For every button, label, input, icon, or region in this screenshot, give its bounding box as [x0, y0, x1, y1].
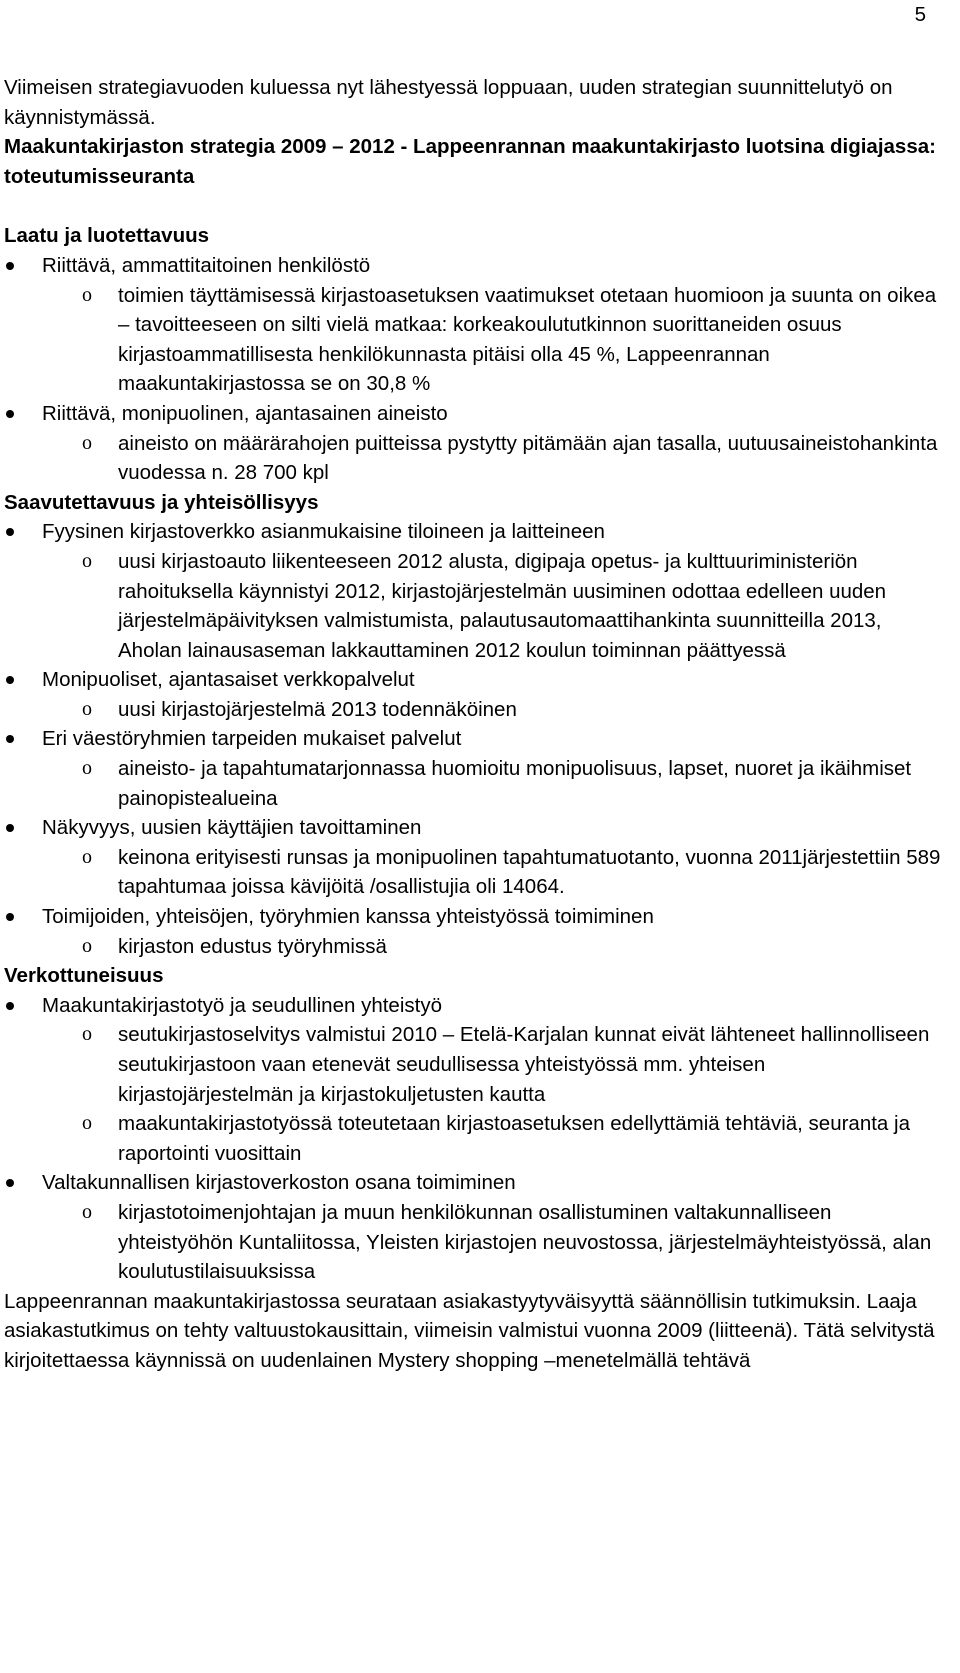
bullet-dot-icon [6, 676, 14, 684]
closing-paragraph: Lappeenrannan maakuntakirjastossa seurataan asiakastyytyväisyyttä säännöllisin tutkimuksin. Laaja asiakastutkimus on tehty valtuustokausittain, viimeisin valmistui vuonna 2009 (liitteenä). Tätä selvitystä kirjoitettaessa käynnissä on uudenlainen Mystery shopping –menetelmällä tehtävä [4, 1289, 935, 1372]
sub-list-item [4, 1109, 944, 1168]
bullet-dot-icon [6, 1002, 14, 1010]
list-item [4, 991, 944, 1021]
circle-bullet-icon: o [82, 431, 92, 454]
document-title: Maakuntakirjaston strategia 2009 – 2012 - Lappeenrannan maakuntakirjasto luotsina digiajassa: toteutumisseuranta [4, 135, 936, 188]
sub-list-item [4, 1020, 944, 1109]
intro-paragraph: Viimeisen strategiavuoden kuluessa nyt lähestyessä loppuaan, uuden strategian suunnittelutyö on käynnistymässä. [4, 76, 893, 129]
bullet-list [4, 517, 944, 961]
sub-list-item-text: seutukirjastoselvitys valmistui 2010 – Etelä-Karjalan kunnat eivät lähteneet hallinnolliseen seutukirjastoon vaan etenevät seudullisessa yhteistyössä mm. yhteisen kirjastojärjestelmän ja kirjastokuljetusten kautta [118, 1023, 930, 1106]
list-item [4, 517, 944, 547]
bullet-dot-icon [6, 1179, 14, 1187]
bullet-dot-icon [6, 262, 14, 270]
circle-bullet-icon: o [82, 697, 92, 720]
sub-list-item-text: kirjastotoimenjohtajan ja muun henkilökunnan osallistuminen valtakunnalliseen yhteistyöhön Kuntaliitossa, Yleisten kirjastojen neuvostossa, järjestelmäyhteistyössä, alan koulutustilaisuuksissa [118, 1200, 932, 1284]
sub-list-item-text: aineisto- ja tapahtumatarjonnassa huomioitu monipuolisuus, lapset, nuoret ja ikäihmiset painopistealueina [118, 757, 912, 810]
sub-list-item-text: toimien täyttämisessä kirjastoasetuksen vaatimukset otetaan huomioon ja suunta on oikea – tavoitteeseen on silti vielä matkaa: korkeakoulututkinnon suorittaneiden osuus kirjastoammatillisesta henkilökunnasta pitäisi olla 45 %, Lappeenrannan maakuntakirjastossa se on 30,8 % [118, 283, 937, 396]
sections-container [4, 221, 944, 1286]
circle-bullet-icon: o [82, 1200, 92, 1223]
list-item-text: Riittävä, monipuolinen, ajantasainen aineisto [42, 401, 448, 425]
sub-list-item [4, 429, 944, 488]
list-item [4, 813, 944, 843]
page-number: 5 [914, 3, 926, 26]
list-item-text: Eri väestöryhmien tarpeiden mukaiset palvelut [42, 727, 462, 751]
sub-list-item [4, 754, 944, 813]
sub-list-item [4, 281, 944, 399]
circle-bullet-icon: o [82, 1023, 92, 1046]
list-item-text: Monipuoliset, ajantasaiset verkkopalvelut [42, 668, 415, 692]
list-item-text: Fyysinen kirjastoverkko asianmukaisine tiloineen ja laitteineen [42, 520, 605, 544]
sub-list-item-text: keinona erityisesti runsas ja monipuolinen tapahtumatuotanto, vuonna 2011järjestettiin 589 tapahtumaa joissa kävijöitä /osallistujia oli 14064. [118, 845, 941, 899]
list-item-text: Toimijoiden, yhteisöjen, työryhmien kanssa yhteistyössä toimiminen [42, 905, 654, 929]
list-item [4, 399, 944, 429]
list-item [4, 665, 944, 695]
sub-list-item [4, 932, 944, 962]
circle-bullet-icon: o [82, 1112, 92, 1135]
circle-bullet-icon: o [82, 283, 92, 306]
bullet-list [4, 991, 944, 1287]
sub-list-item-text: uusi kirjastojärjestelmä 2013 todennäköinen [118, 697, 517, 721]
section-heading: Verkottuneisuus [4, 964, 164, 988]
sub-list-item-text: uusi kirjastoauto liikenteeseen 2012 alusta, digipaja opetus- ja kulttuuriministeriön rahoituksella käynnistyi 2012, kirjastojärjestelmän uusiminen odottaa edelleen uuden järjestelmäpäivityksen valmistumista, palautusautomaattihankinta suunnitteilla 2013, Aholan lainausaseman lakkauttaminen 2012 koulun toiminnan päättyessä [118, 549, 887, 662]
bullet-dot-icon [6, 410, 14, 418]
spacer [4, 191, 944, 221]
section-heading: Saavutettavuus ja yhteisöllisyys [4, 490, 319, 514]
circle-bullet-icon: o [82, 845, 92, 868]
list-item [4, 1168, 944, 1198]
list-item-text: Maakuntakirjastotyö ja seudullinen yhteistyö [42, 993, 442, 1017]
list-item-text: Valtakunnallisen kirjastoverkoston osana toimiminen [42, 1171, 516, 1195]
bullet-dot-icon [6, 528, 14, 536]
list-item [4, 902, 944, 932]
section-heading: Laatu ja luotettavuus [4, 224, 210, 248]
circle-bullet-icon: o [82, 549, 92, 572]
sub-list-item [4, 843, 944, 902]
sub-list-item-text: maakuntakirjastotyössä toteutetaan kirjastoasetuksen edellyttämiä tehtäviä, seuranta ja raportointi vuosittain [118, 1112, 910, 1165]
sub-list-item [4, 1198, 944, 1287]
document-body [4, 73, 944, 1376]
sub-list-item [4, 547, 944, 665]
circle-bullet-icon: o [82, 757, 92, 780]
list-item [4, 724, 944, 754]
sub-list-item-text: kirjaston edustus työryhmissä [118, 934, 387, 958]
sub-list-item [4, 695, 944, 725]
bullet-dot-icon [6, 824, 14, 832]
circle-bullet-icon: o [82, 934, 92, 957]
bullet-dot-icon [6, 735, 14, 743]
list-item-text: Riittävä, ammattitaitoinen henkilöstö [42, 253, 371, 277]
sub-list-item-text: aineisto on määrärahojen puitteissa pystytty pitämään ajan tasalla, uutuusaineistohankinta vuodessa n. 28 700 kpl [118, 431, 938, 485]
list-item-text: Näkyvyys, uusien käyttäjien tavoittaminen [42, 816, 422, 840]
list-item [4, 251, 944, 281]
bullet-dot-icon [6, 913, 14, 921]
bullet-list [4, 251, 944, 488]
